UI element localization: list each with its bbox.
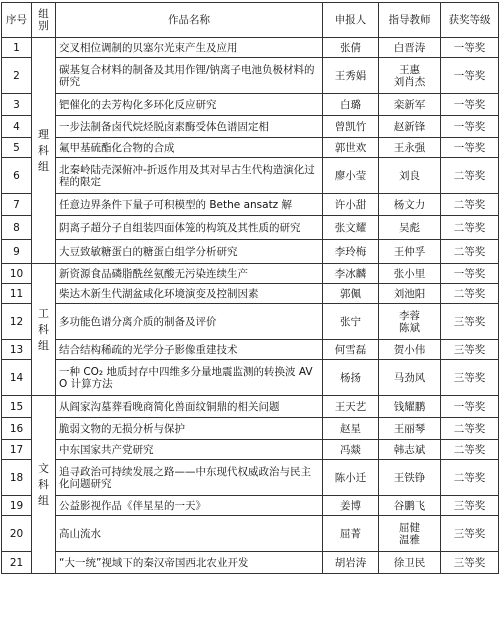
cell-no: 6 [2, 158, 32, 194]
cell-title: 多功能色谱分离介质的制备及评价 [56, 304, 323, 340]
table-row [2, 418, 499, 440]
cell-level: 二等奖 [441, 284, 499, 304]
cell-no: 11 [2, 284, 32, 304]
cell-applicant: 张宁 [323, 304, 379, 340]
cell-level: 一等奖 [441, 116, 499, 138]
cell-no: 21 [2, 552, 32, 574]
cell-level: 二等奖 [441, 418, 499, 440]
cell-level: 二等奖 [441, 240, 499, 264]
cell-advisor: 王仲孚 [379, 240, 441, 264]
cell-no: 15 [2, 396, 32, 418]
cell-applicant: 王秀娟 [323, 58, 379, 94]
cell-level: 一等奖 [441, 264, 499, 284]
cell-advisor: 贺小伟 [379, 340, 441, 360]
group-label [32, 264, 56, 396]
table-row [2, 284, 499, 304]
cell-no: 4 [2, 116, 32, 138]
cell-applicant: 张倩 [323, 38, 379, 58]
header-advisor: 指导教师 [379, 3, 441, 38]
cell-advisor: 马劲风 [379, 360, 441, 396]
cell-no: 18 [2, 460, 32, 496]
table-row [2, 216, 499, 240]
cell-applicant: 何雪磊 [323, 340, 379, 360]
cell-applicant: 冯燚 [323, 440, 379, 460]
cell-applicant: 曾凯竹 [323, 116, 379, 138]
table-row [2, 460, 499, 496]
group-label-text: 文科组 [38, 461, 49, 507]
awards-table [1, 2, 499, 574]
cell-title: 碳基复合材料的制备及其用作锂/钠离子电池负极材料的研究 [56, 58, 323, 94]
cell-applicant: 屈菁 [323, 516, 379, 552]
cell-advisor: 韩志斌 [379, 440, 441, 460]
cell-advisor: 屈健 温雅 [379, 516, 441, 552]
cell-title: 交叉相位调制的贝塞尔光束产生及应用 [56, 38, 323, 58]
table-row [2, 496, 499, 516]
cell-advisor: 徐卫民 [379, 552, 441, 574]
cell-title: 高山流水 [56, 516, 323, 552]
cell-advisor: 白晋涛 [379, 38, 441, 58]
cell-no: 12 [2, 304, 32, 340]
cell-advisor: 杨文力 [379, 194, 441, 216]
table-row [2, 138, 499, 158]
cell-no: 2 [2, 58, 32, 94]
cell-advisor: 王铁铮 [379, 460, 441, 496]
cell-applicant: 赵星 [323, 418, 379, 440]
cell-level: 一等奖 [441, 94, 499, 116]
table-row [2, 396, 499, 418]
cell-level: 三等奖 [441, 304, 499, 340]
cell-applicant: 李玲梅 [323, 240, 379, 264]
cell-level: 二等奖 [441, 440, 499, 460]
table-body [2, 38, 499, 574]
cell-no: 7 [2, 194, 32, 216]
table-row [2, 340, 499, 360]
cell-title: 一步法制备卤代烷烃脱卤素酶受体色谱固定相 [56, 116, 323, 138]
cell-no: 20 [2, 516, 32, 552]
table-row [2, 58, 499, 94]
cell-advisor: 吴彪 [379, 216, 441, 240]
cell-level: 一等奖 [441, 38, 499, 58]
cell-title: “大一统”视域下的秦汉帝国西北农业开发 [56, 552, 323, 574]
cell-title: 脆弱文物的无损分析与保护 [56, 418, 323, 440]
cell-level: 三等奖 [441, 360, 499, 396]
cell-applicant: 陈小迁 [323, 460, 379, 496]
cell-applicant: 白璐 [323, 94, 379, 116]
cell-no: 9 [2, 240, 32, 264]
table-row [2, 158, 499, 194]
group-label [32, 38, 56, 264]
group-label-text: 工科组 [38, 306, 49, 352]
cell-title: 氟甲基硫酯化合物的合成 [56, 138, 323, 158]
cell-applicant: 李冰麟 [323, 264, 379, 284]
cell-no: 14 [2, 360, 32, 396]
table-row [2, 194, 499, 216]
table-row [2, 94, 499, 116]
cell-advisor: 刘池阳 [379, 284, 441, 304]
header-title: 作品名称 [56, 3, 323, 38]
cell-applicant: 郭世欢 [323, 138, 379, 158]
table-row [2, 304, 499, 340]
cell-title: 阴离子超分子自组装四面体笼的构筑及其性质的研究 [56, 216, 323, 240]
cell-no: 5 [2, 138, 32, 158]
cell-advisor: 李蓉 陈斌 [379, 304, 441, 340]
cell-title: 新资源食品磷脂酰丝氨酸无污染连续生产 [56, 264, 323, 284]
cell-title: 公益影视作品《伴星星的一天》 [56, 496, 323, 516]
cell-title: 柴达木新生代湖盆咸化环境演变及控制因素 [56, 284, 323, 304]
cell-applicant: 姜博 [323, 496, 379, 516]
cell-level: 三等奖 [441, 496, 499, 516]
cell-advisor: 钱耀鹏 [379, 396, 441, 418]
header-applicant: 申报人 [323, 3, 379, 38]
cell-title: 追寻政治可持续发展之路——中东现代权威政治与民主化问题研究 [56, 460, 323, 496]
cell-no: 3 [2, 94, 32, 116]
table-row [2, 116, 499, 138]
cell-level: 三等奖 [441, 552, 499, 574]
table-row [2, 552, 499, 574]
cell-level: 二等奖 [441, 216, 499, 240]
cell-level: 三等奖 [441, 340, 499, 360]
cell-advisor: 王永强 [379, 138, 441, 158]
cell-no: 13 [2, 340, 32, 360]
cell-advisor: 刘良 [379, 158, 441, 194]
group-label [32, 396, 56, 574]
group-label-text: 理科组 [38, 127, 49, 173]
cell-no: 10 [2, 264, 32, 284]
cell-title: 北秦岭陆壳深俯冲-折返作用及其对早古生代构造演化过程的限定 [56, 158, 323, 194]
header-row [2, 3, 499, 38]
cell-advisor: 王丽琴 [379, 418, 441, 440]
cell-no: 17 [2, 440, 32, 460]
header-no: 序号 [2, 3, 32, 38]
cell-title: 从阎家沟墓葬看晚商简化兽面纹铜鼎的相关问题 [56, 396, 323, 418]
cell-level: 三等奖 [441, 516, 499, 552]
cell-title: 中东国家共产党研究 [56, 440, 323, 460]
cell-no: 1 [2, 38, 32, 58]
cell-applicant: 郭佩 [323, 284, 379, 304]
cell-title: 一种 CO₂ 地质封存中四维多分量地震监测的转换波 AVO 计算方法 [56, 360, 323, 396]
cell-title: 结合结构稀疏的光学分子影像重建技术 [56, 340, 323, 360]
cell-applicant: 杨扬 [323, 360, 379, 396]
table-row [2, 440, 499, 460]
cell-title: 钯催化的去芳构化多环化反应研究 [56, 94, 323, 116]
cell-title: 大豆致敏糖蛋白的糖蛋白组学分析研究 [56, 240, 323, 264]
cell-level: 一等奖 [441, 138, 499, 158]
cell-advisor: 栾新军 [379, 94, 441, 116]
header-group: 组别 [32, 3, 56, 38]
cell-advisor: 谷鹏飞 [379, 496, 441, 516]
cell-level: 二等奖 [441, 194, 499, 216]
table-row [2, 516, 499, 552]
cell-applicant: 张文耀 [323, 216, 379, 240]
cell-title: 任意边界条件下量子可积模型的 Bethe ansatz 解 [56, 194, 323, 216]
cell-no: 16 [2, 418, 32, 440]
table-row [2, 264, 499, 284]
cell-no: 19 [2, 496, 32, 516]
cell-level: 一等奖 [441, 58, 499, 94]
cell-advisor: 王惠 刘肖杰 [379, 58, 441, 94]
cell-advisor: 张小里 [379, 264, 441, 284]
table-row [2, 38, 499, 58]
cell-level: 一等奖 [441, 396, 499, 418]
cell-no: 8 [2, 216, 32, 240]
cell-applicant: 胡岩涛 [323, 552, 379, 574]
cell-applicant: 许小甜 [323, 194, 379, 216]
header-level: 获奖等级 [441, 3, 499, 38]
table-row [2, 360, 499, 396]
cell-applicant: 王天艺 [323, 396, 379, 418]
cell-level: 二等奖 [441, 158, 499, 194]
cell-advisor: 赵新锋 [379, 116, 441, 138]
cell-applicant: 廖小莹 [323, 158, 379, 194]
cell-level: 二等奖 [441, 460, 499, 496]
table-row [2, 240, 499, 264]
